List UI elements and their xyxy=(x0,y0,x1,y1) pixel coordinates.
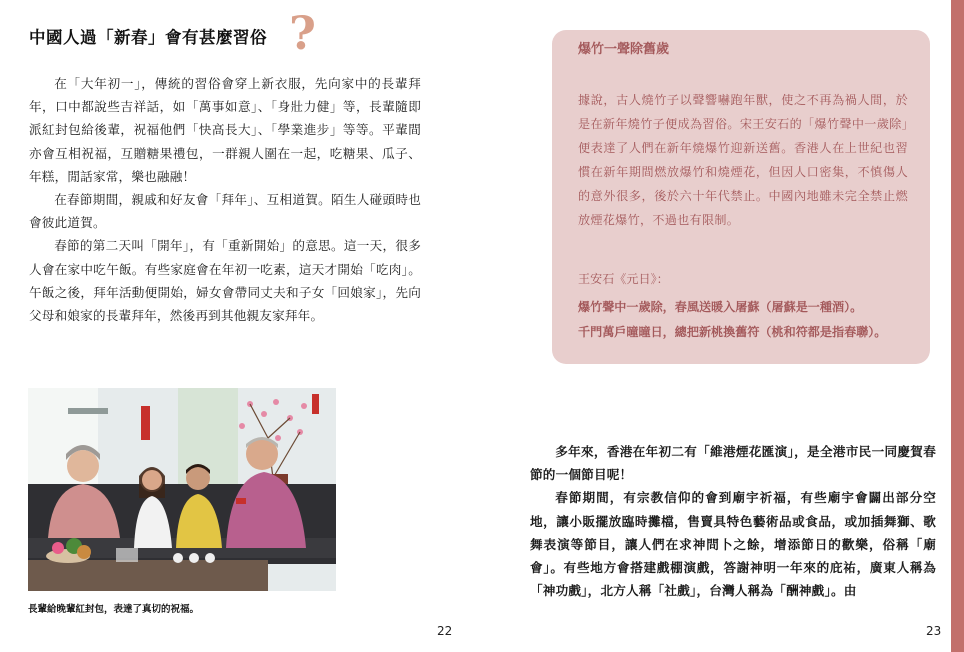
poem-title: 王安石《元日》： xyxy=(578,272,669,286)
paragraph: 在「大年初一」，傳統的習俗會穿上新衣服，先向家中的長輩拜年，口中都說些吉祥話，如「萬事如意」、「身壯力健」等，長輩隨即派紅封包給後輩，祝福他們「快高長大」、「學業進步」等等。平輩間亦會互相祝福，互贈糖果禮包，一群親人圍在一起，吃糖果、瓜子、年糕，閒話家常，樂也融融！ xyxy=(29,76,421,184)
page-title: 中國人過「新春」會有甚麼習俗 xyxy=(29,28,267,47)
info-box xyxy=(552,30,930,364)
poem xyxy=(578,295,918,344)
family-photo xyxy=(28,388,336,591)
right-page xyxy=(482,0,964,652)
paragraph: 多年來，香港在年初二有「維港煙花匯演」，是全港市民一同慶賀春節的一個節目呢！ xyxy=(530,444,936,483)
question-mark-icon: ? xyxy=(289,6,316,60)
poem-line: 爆竹聲中一歲除，春風送暖入屠蘇（屠蘇是一種酒）。 xyxy=(578,300,863,314)
info-box-text: 據說，古人燒竹子以聲響嚇跑年獸，使之不再為禍人間，於是在新年燒竹子便成為習俗。宋王安石的「爆竹聲中一歲除」便表達了人們在新年燒爆竹迎新送舊。香港人在上世紀也習慣在新年期間燃放爆竹和燒煙花，但因人口密集，不慎傷人的意外很多，後於六十年代禁止。中國內地雖未完全禁止燃放煙花爆竹，不過也有限制。 xyxy=(578,93,908,227)
paragraph: 春節期間，有宗教信仰的會到廟宇祈福，有些廟宇會闢出部分空地，讓小販擺放臨時攤檔，售賣具特色藝術品或食品，或加插舞獅、歌舞表演等節目，讓人們在求神問卜之餘，增添節日的歡樂，俗稱「廟會」。有些地方會搭建戲棚演戲，答謝神明一年來的庇祐，廣東人稱為「神功戲」，北方人稱「社戲」，台灣人稱為「酬神戲」。由 xyxy=(530,490,936,599)
page-number: 23 xyxy=(926,624,942,638)
info-box-heading: 爆竹一聲除舊歲 xyxy=(578,42,670,57)
poem-line: 千門萬戶曈曈日，總把新桃換舊符（桃和符都是指春聯）。 xyxy=(578,324,887,339)
photo-caption: 長輩給晚輩紅封包，表達了真切的祝福。 xyxy=(28,604,200,615)
page-number: 22 xyxy=(437,624,453,638)
left-body-text xyxy=(29,72,421,327)
page-edge-bar xyxy=(951,0,964,652)
right-body-text xyxy=(530,440,936,602)
paragraph: 春節的第二天叫「開年」，有「重新開始」的意思。這一天，很多人會在家中吃午飯。有些家庭會在年初一吃素，這天才開始「吃肉」。午飯之後，拜年活動便開始，婦女會帶同丈夫和子女「回娘家」，先向父母和娘家的長輩拜年，然後再到其他親友家拜年。 xyxy=(29,238,421,324)
paragraph: 在春節期間，親戚和好友會「拜年」、互相道賀。陌生人碰頭時也會彼此道賀。 xyxy=(29,192,421,231)
